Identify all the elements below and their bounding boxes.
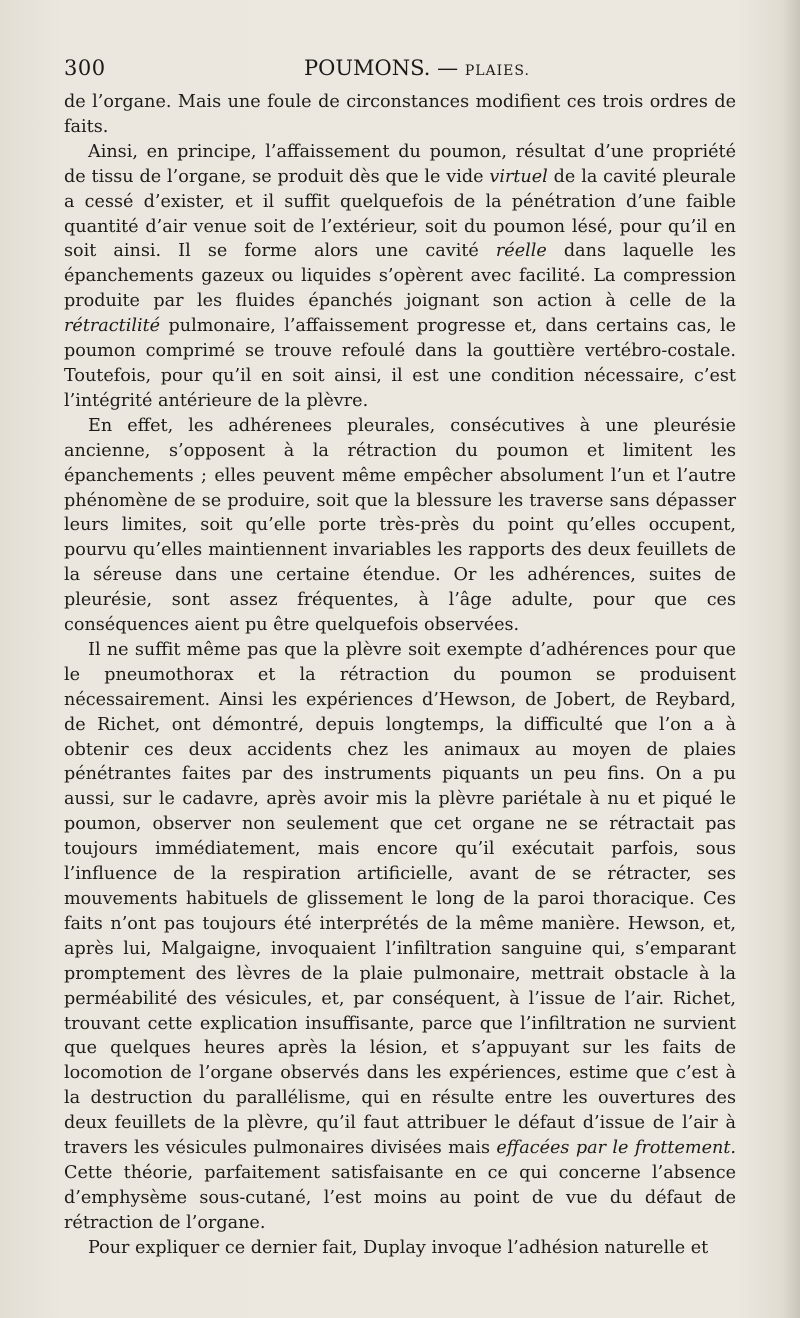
- text-run: Pour expliquer ce dernier fait, Duplay invoque l’adhésion naturelle et: [88, 1237, 709, 1258]
- running-title: [304, 56, 530, 80]
- text-run: dans laquelle les épanchements gazeux ou liquides s’opèrent avec facilité. La compression produite par les fluides épanchés joignant son action à celle de la: [64, 241, 736, 312]
- text-run: pulmonaire, l’affaissement progresse et, dans certains cas, le poumon comprimé se trouve refoulé dans la gouttière vertébro-costale. Toutefois, pour qu’il en soit ainsi, il est une condition nécessaire, c’est l’intégrité antérieure de la plèvre.: [64, 316, 736, 411]
- page-number: 300: [64, 56, 106, 80]
- italic-phrase: virtuel: [489, 166, 548, 187]
- italic-phrase: réelle: [495, 241, 547, 262]
- italic-phrase: effacées par le frottement.: [496, 1138, 736, 1159]
- text-run: Cette théorie, parfaitement satisfaisante en ce qui concerne l’absence d’emphysème sous-cutané, l’est moins au point de vue du défaut de rétraction de l’organe.: [64, 1162, 736, 1233]
- section-title: PLAIES.: [464, 63, 530, 79]
- chapter-title: POUMONS.: [304, 56, 431, 80]
- paragraph: [64, 638, 736, 1236]
- text-run: de l’organe. Mais une foule de circonstances modifient ces trois ordres de faits.: [64, 92, 736, 137]
- running-header: [64, 56, 736, 82]
- paragraph: [64, 140, 736, 414]
- paragraph: [64, 414, 736, 638]
- body-text: [64, 90, 736, 1261]
- text-run: En effet, les adhérenees pleurales, consécutives à une pleurésie ancienne, s’opposent à la rétraction du poumon et limitent les épanchements ; elles peuvent même empêcher absolument l’un et l’autre phénomène de se produire, soit que la blessure les traverse sans dépasser leurs limites, soit qu’elle porte très-près du point qu’elles occupent, pourvu qu’elles maintiennent invariables les rapports des deux feuillets de la séreuse dans une certaine étendue. Or les adhérences, suites de pleurésie, sont assez fréquentes, à l’âge adulte, pour que ces conséquences aient pu être quelquefois observées.: [64, 415, 736, 636]
- text-run: de la cavité pleurale a cessé d’exister, et il suffit quelquefois de la pénétration d’une faible quantité d’air venue soit de l’extérieur, soit du poumon lésé, pour qu’il en soit ainsi. Il se forme alors une cavité: [64, 166, 737, 262]
- italic-phrase: rétractilité: [64, 316, 161, 337]
- page-edge-shadow: [782, 0, 800, 1318]
- title-dash: —: [437, 56, 459, 80]
- paragraph: [64, 1236, 736, 1261]
- text-run: Ainsi, en principe, l’affaissement du poumon, résultat d’une propriété de tissu de l’organe, se produit dès que le vide: [64, 141, 736, 187]
- text-run: Il ne suffit même pas que la plèvre soit exempte d’adhérences pour que le pneumothorax et la rétraction du poumon se produisent nécessairement. Ainsi les expériences d’Hewson, de Jobert, de Reybard, de Richet, ont démontré, depuis longtemps, la difficulté que l’on a à obtenir ces deux accidents chez les animaux au moyen de plaies pénétrantes faites par des instruments piquants un peu fins. On a pu aussi, sur le cadavre, après avoir mis la plèvre pariétale à nu et piqué le poumon, observer non seulement que cet organe ne se rétractait pas toujours immédiatement, mais encore qu’il exécutait parfois, sous l’influence de la respiration artificielle, avant de se rétracter, ses mouvements habituels de glissement le long de la paroi thoracique. Ces faits n’ont pas toujours été interprétés de la même manière. Hewson, et, après lui, Malgaigne, invoquaient l’infiltration sanguine qui, s’emparant promptement des lèvres de la plaie pulmonaire, mettrait obstacle à la perméabilité des vésicules, et, par conséquent, à l’issue de l’air. Richet, trouvant cette explication insuffisante, parce que l’infiltration ne survient que quelques heures après la lésion, et s’appuyant sur les faits de locomotion de l’organe observés dans les expériences, estime que c’est à la destruction du parallélisme, qui en résulte entre les ouvertures des deux feuillets de la plèvre, qu’il faut attribuer le défaut d’issue de l’air à travers les vésicules pulmonaires divisées mais: [64, 639, 736, 1159]
- paragraph: [64, 90, 736, 140]
